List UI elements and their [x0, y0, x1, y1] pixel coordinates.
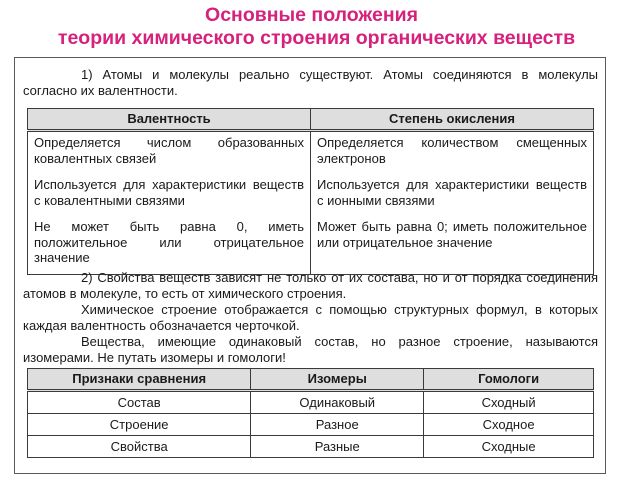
page-title-line-1: Основные положения	[205, 4, 418, 26]
table-cell: Сходное	[424, 414, 594, 436]
table-cell: Строение	[28, 414, 251, 436]
section-1-text: 1) Атомы и молекулы реально существуют. Атомы соединяются в молекулы согласно их валентности.	[23, 67, 598, 98]
table-cell: Используется для характеристики веществ с ионными связями	[311, 174, 594, 216]
table-header-row	[28, 369, 594, 391]
table-cell: Используется для характеристики веществ с ковалентными связями	[28, 174, 311, 216]
header-oxidation-state: Степень окисления	[311, 109, 594, 131]
table-row	[28, 216, 594, 274]
table-cell: Сходные	[424, 436, 594, 458]
table-cell: Свойства	[28, 436, 251, 458]
table-cell: Разные	[251, 436, 424, 458]
section-2-paragraph-1: 2) Свойства веществ зависят не только от их состава, но и от порядка соединения атомов в молекуле, то есть от химического строения.	[23, 270, 598, 301]
isomers-homologs-table	[27, 368, 594, 458]
table-row	[28, 131, 594, 175]
table-header-row	[28, 109, 594, 131]
header-homologs: Гомологи	[424, 369, 594, 391]
valence-oxidation-table	[27, 108, 594, 275]
table-cell: Не может быть равна 0, иметь положительное или отрицательное значение	[28, 216, 311, 274]
table-cell: Определяется количеством смещенных электронов	[311, 131, 594, 175]
table-cell: Может быть равна 0; иметь положительное или отрицательное значение	[311, 216, 594, 274]
header-isomers: Изомеры	[251, 369, 424, 391]
table-row	[28, 414, 594, 436]
table-row	[28, 436, 594, 458]
table-row	[28, 391, 594, 414]
content-frame	[14, 57, 606, 474]
table-cell: Сходный	[424, 391, 594, 414]
table-cell: Состав	[28, 391, 251, 414]
table-row	[28, 174, 594, 216]
table-cell: Разное	[251, 414, 424, 436]
table-cell: Определяется числом образованных ковалентных связей	[28, 131, 311, 175]
header-valence: Валентность	[28, 109, 311, 131]
section-2-paragraph-3: Вещества, имеющие одинаковый состав, но разное строение, называются изомерами. Не путать изомеры и гомологи!	[23, 334, 598, 365]
section-2-paragraph-2: Химическое строение отображается с помощью структурных формул, в которых каждая валентность обозначается черточкой.	[23, 302, 598, 333]
page-title-line-2: теории химического строения органических веществ	[57, 27, 576, 49]
table-cell: Одинаковый	[251, 391, 424, 414]
header-comparison-criteria: Признаки сравнения	[28, 369, 251, 391]
